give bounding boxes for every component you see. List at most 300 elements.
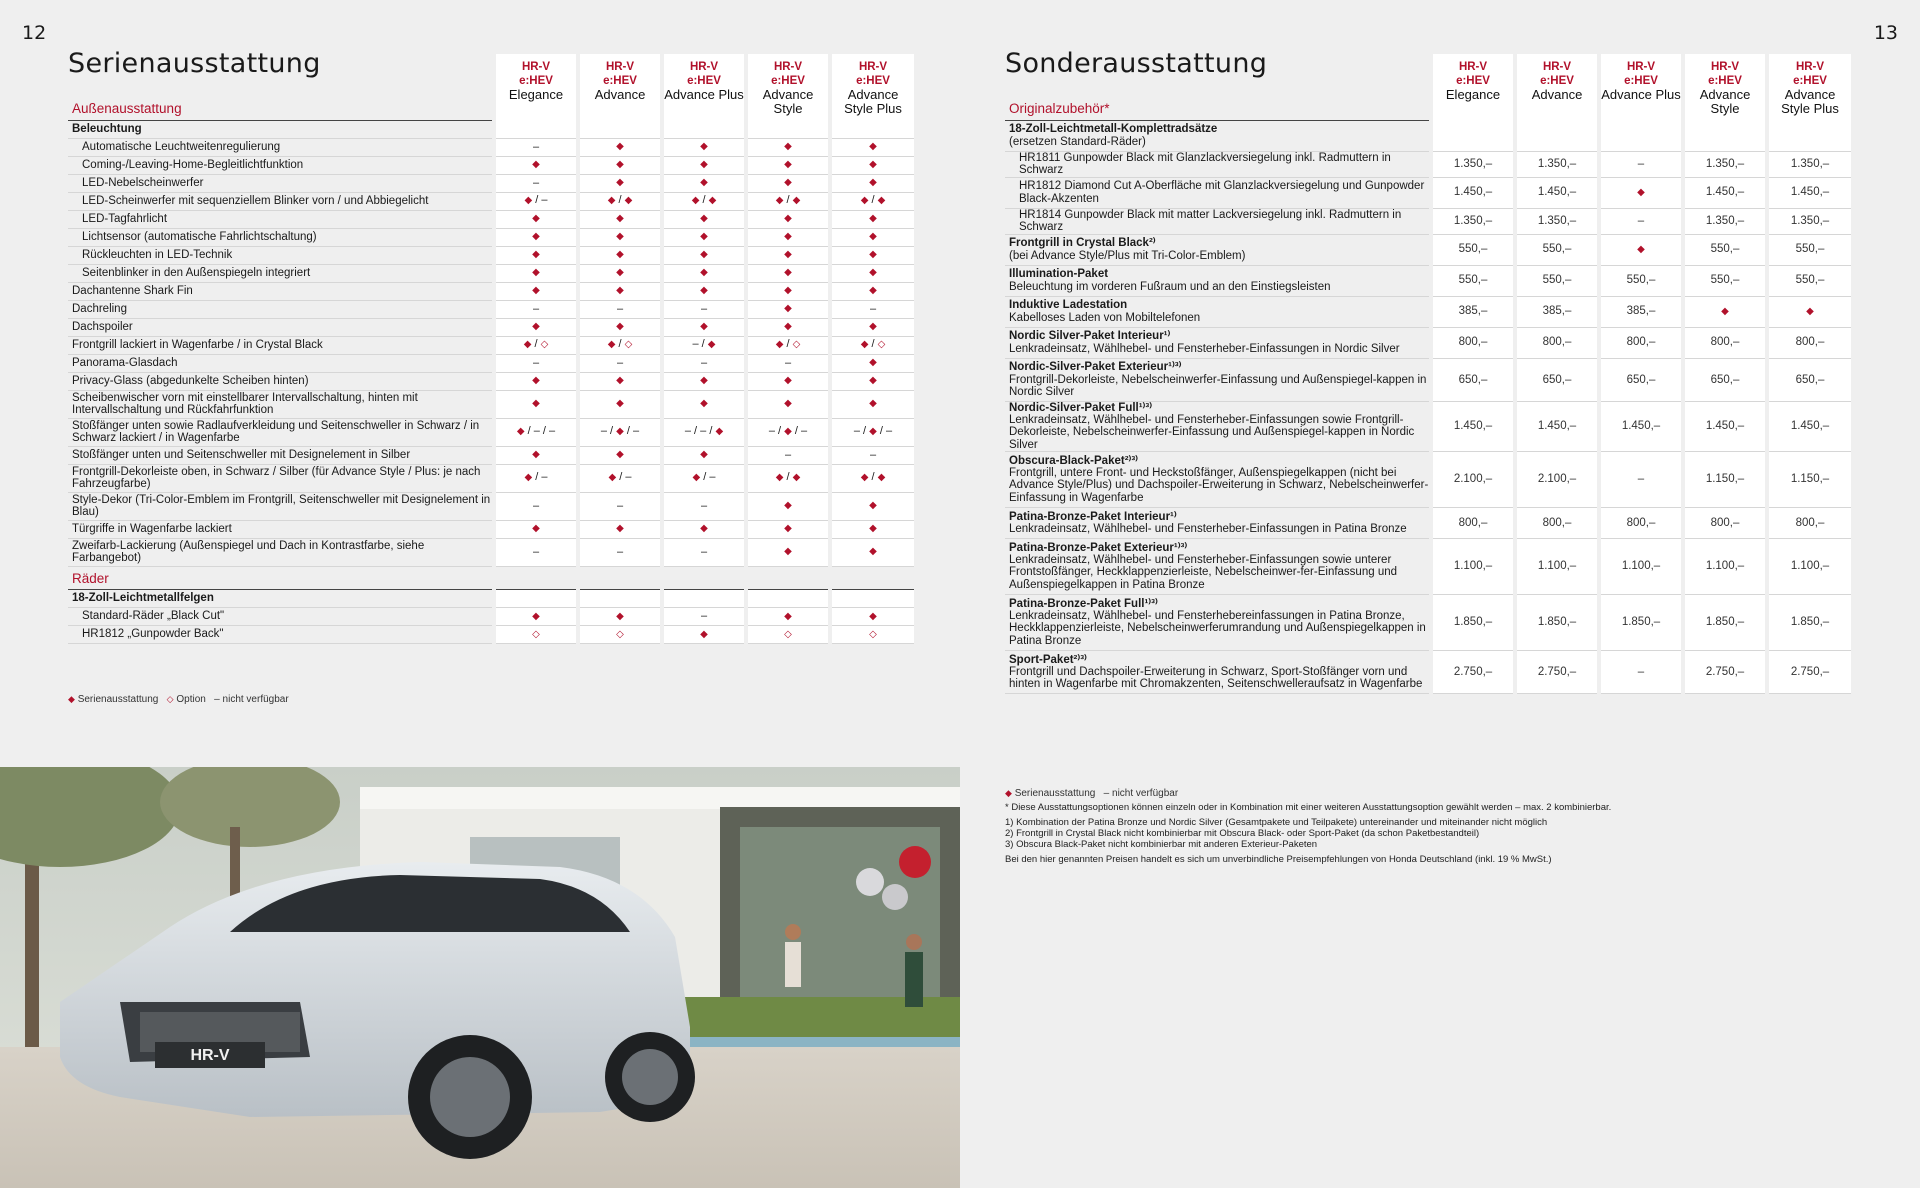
table-row bbox=[1005, 327, 1851, 358]
row-title: Nordic Silver-Paket Interieur¹⁾ bbox=[1009, 330, 1171, 343]
row-label bbox=[1005, 538, 1431, 594]
value-cell: ◆ bbox=[494, 246, 578, 264]
value-cell: ◆ / ◆ bbox=[746, 464, 830, 492]
row-label: LED-Tagfahrlicht bbox=[68, 210, 494, 228]
row-desc: HR1814 Gunpowder Black mit matter Lackversiegelung inkl. Radmuttern in Schwarz bbox=[1019, 208, 1402, 233]
value-cell: ◇ bbox=[830, 626, 914, 644]
price-cell: 1.850,– bbox=[1767, 594, 1851, 650]
table-row bbox=[68, 300, 914, 318]
price-cell: – bbox=[1599, 451, 1683, 507]
value-cell: ◆ bbox=[830, 282, 914, 300]
value-cell: ◆ bbox=[746, 520, 830, 538]
price-cell: 550,– bbox=[1431, 234, 1515, 265]
value-cell: ◆ bbox=[746, 608, 830, 626]
footnote: 1) Kombination der Patina Bronze und Nordic Silver (Gesamtpakete und Teilpakete) untereinander und miteinander nicht möglich bbox=[1005, 817, 1548, 828]
table-row bbox=[68, 418, 914, 446]
value-cell: – bbox=[662, 538, 746, 566]
table-row bbox=[1005, 208, 1851, 234]
value-cell: ◆ bbox=[830, 174, 914, 192]
table-row bbox=[1005, 234, 1851, 265]
row-desc: HR1812 Diamond Cut A-Oberfläche mit Glanzlackversiegelung und Gunpowder Black-Akzenten bbox=[1019, 180, 1425, 205]
value-cell: ◆ bbox=[746, 156, 830, 174]
price-cell: 550,– bbox=[1767, 265, 1851, 296]
value-cell: – bbox=[578, 354, 662, 372]
price-cell: 800,– bbox=[1431, 507, 1515, 538]
row-desc: Lenkradeinsatz, Wählhebel- und Fensterheber-Einfassungen in Nordic Silver bbox=[1009, 342, 1400, 355]
value-cell: ◆ / – bbox=[578, 464, 662, 492]
value-cell: ◆ bbox=[830, 390, 914, 418]
price-cell: ◆ bbox=[1683, 296, 1767, 327]
table-row bbox=[68, 538, 914, 566]
value-cell: ◆ bbox=[662, 138, 746, 156]
row-label: Privacy-Glass (abgedunkelte Scheiben hinten) bbox=[68, 372, 494, 390]
value-cell: ◆ / – / – bbox=[494, 418, 578, 446]
footnote: Bei den hier genannten Preisen handelt es sich um unverbindliche Preisempfehlungen von Honda Deutschland (inkl. 19 % MwSt.) bbox=[1005, 854, 1552, 865]
value-cell: ◆ bbox=[662, 210, 746, 228]
table-row bbox=[68, 318, 914, 336]
value-cell bbox=[494, 120, 578, 138]
value-cell: – bbox=[578, 492, 662, 520]
price-cell: 1.100,– bbox=[1683, 538, 1767, 594]
value-cell: ◆ bbox=[830, 246, 914, 264]
row-title: Patina-Bronze-Paket Full¹⁾³⁾ bbox=[1009, 597, 1158, 610]
price-cell: 800,– bbox=[1515, 507, 1599, 538]
value-cell: ◆ bbox=[746, 228, 830, 246]
price-cell: 1.850,– bbox=[1599, 594, 1683, 650]
table-row bbox=[1005, 265, 1851, 296]
value-cell: ◆ bbox=[830, 520, 914, 538]
value-cell: ◆ / ◆ bbox=[662, 192, 746, 210]
price-cell: ◆ bbox=[1767, 296, 1851, 327]
table-row bbox=[1005, 650, 1851, 694]
row-label bbox=[1005, 358, 1431, 402]
table-row bbox=[68, 464, 914, 492]
price-cell: 1.350,– bbox=[1767, 208, 1851, 234]
row-label: Style-Dekor (Tri-Color-Emblem im Frontgrill, Seitenschweller mit Designelement in Blau) bbox=[68, 492, 494, 520]
value-cell: ◆ bbox=[662, 264, 746, 282]
price-cell: 800,– bbox=[1599, 327, 1683, 358]
value-cell: – bbox=[662, 608, 746, 626]
value-cell: ◆ bbox=[578, 138, 662, 156]
variant-header: HR-V e:HEV Advance bbox=[578, 54, 662, 120]
row-desc: (bei Advance Style/Plus mit Tri-Color-Emblem) bbox=[1009, 249, 1246, 262]
row-label bbox=[1005, 594, 1431, 650]
price-cell: 550,– bbox=[1515, 234, 1599, 265]
value-cell: ◆ bbox=[494, 264, 578, 282]
row-title: Frontgrill in Crystal Black²⁾ bbox=[1009, 237, 1156, 250]
price-cell: 1.450,– bbox=[1599, 402, 1683, 452]
price-cell: 800,– bbox=[1515, 327, 1599, 358]
row-title: Nordic-Silver-Paket Exterieur¹⁾³⁾ bbox=[1009, 361, 1182, 374]
value-cell bbox=[578, 590, 662, 608]
price-cell bbox=[1431, 120, 1515, 151]
table-row bbox=[68, 156, 914, 174]
row-label bbox=[1005, 265, 1431, 296]
value-cell: ◆ bbox=[494, 520, 578, 538]
row-label: Panorama-Glasdach bbox=[68, 354, 494, 372]
value-cell: ◆ bbox=[662, 246, 746, 264]
value-cell: ◆ bbox=[494, 390, 578, 418]
value-cell: ◆ bbox=[578, 608, 662, 626]
price-cell: 800,– bbox=[1431, 327, 1515, 358]
value-cell: ◆ / ◆ bbox=[830, 464, 914, 492]
value-cell: ◆ bbox=[494, 318, 578, 336]
value-cell bbox=[578, 120, 662, 138]
table-row bbox=[68, 608, 914, 626]
price-cell: 550,– bbox=[1599, 265, 1683, 296]
value-cell: – bbox=[830, 300, 914, 318]
value-cell: ◆ bbox=[662, 228, 746, 246]
value-cell: ◆ bbox=[578, 282, 662, 300]
section-exterior: Außenausstattung bbox=[68, 54, 494, 120]
price-cell bbox=[1767, 120, 1851, 151]
price-cell: – bbox=[1599, 151, 1683, 177]
value-cell: – bbox=[494, 138, 578, 156]
value-cell: ◆ bbox=[746, 210, 830, 228]
table-row bbox=[1005, 594, 1851, 650]
value-cell: – / – / ◆ bbox=[662, 418, 746, 446]
value-cell: ◆ bbox=[662, 520, 746, 538]
row-desc: Lenkradeinsatz, Wählhebel- und Fensterheber-Einfassungen in Patina Bronze bbox=[1009, 522, 1407, 535]
value-cell: ◆ bbox=[578, 372, 662, 390]
row-label bbox=[1005, 402, 1431, 452]
row-label bbox=[1005, 650, 1431, 694]
price-cell: 2.750,– bbox=[1431, 650, 1515, 694]
table-row bbox=[68, 210, 914, 228]
price-cell bbox=[1515, 120, 1599, 151]
row-label: Seitenblinker in den Außenspiegeln integriert bbox=[68, 264, 494, 282]
value-cell: – bbox=[494, 174, 578, 192]
price-cell: 800,– bbox=[1683, 327, 1767, 358]
table-row bbox=[68, 228, 914, 246]
value-cell: – bbox=[746, 446, 830, 464]
section-wheels: Räder bbox=[68, 566, 494, 590]
row-label: Standard-Räder „Black Cut" bbox=[68, 608, 494, 626]
right-page-title: Sonderausstattung bbox=[1005, 48, 1268, 79]
row-label: Beleuchtung bbox=[68, 120, 494, 138]
price-cell: 1.150,– bbox=[1683, 451, 1767, 507]
price-cell: 2.750,– bbox=[1515, 650, 1599, 694]
value-cell: ◆ / ◆ bbox=[830, 192, 914, 210]
table-row bbox=[68, 446, 914, 464]
price-cell: 2.750,– bbox=[1683, 650, 1767, 694]
value-cell: ◆ bbox=[830, 492, 914, 520]
hrv-scene-illustration bbox=[0, 767, 960, 1188]
row-desc: Frontgrill-Dekorleiste, Nebelscheinwerfer-Einfassung und Außenspiegel-kappen in Nordic Silver bbox=[1009, 373, 1427, 398]
value-cell: ◆ / ◇ bbox=[578, 336, 662, 354]
value-cell: – bbox=[662, 492, 746, 520]
variant-header: HR-V e:HEV Elegance bbox=[1431, 54, 1515, 120]
value-cell bbox=[662, 590, 746, 608]
value-cell: ◇ bbox=[578, 626, 662, 644]
price-cell: 1.450,– bbox=[1767, 402, 1851, 452]
value-cell: ◆ bbox=[830, 372, 914, 390]
row-label: Frontgrill lackiert in Wagenfarbe / in Crystal Black bbox=[68, 336, 494, 354]
value-cell: ◆ bbox=[746, 372, 830, 390]
value-cell: ◆ bbox=[494, 282, 578, 300]
value-cell: ◇ bbox=[746, 626, 830, 644]
table-row bbox=[68, 192, 914, 210]
row-desc: Beleuchtung im vorderen Fußraum und an den Einstiegsleisten bbox=[1009, 280, 1331, 293]
row-desc: Lenkradeinsatz, Wählhebel- und Fensterheber-Einfassungen sowie unterer Frontstoßfänger, Heckklappenzierleiste, Nebelscheinwer-fer-Einfassung und Außenspiegelkappen in Patina Bronze bbox=[1009, 554, 1398, 591]
row-label bbox=[1005, 151, 1431, 177]
table-row bbox=[68, 520, 914, 538]
value-cell: – / ◆ / – bbox=[830, 418, 914, 446]
value-cell: – bbox=[830, 446, 914, 464]
variant-header: HR-V e:HEV Advance Style bbox=[746, 54, 830, 120]
value-cell bbox=[662, 120, 746, 138]
car-photo bbox=[0, 767, 960, 1188]
price-cell: 1.350,– bbox=[1767, 151, 1851, 177]
value-cell: ◆ bbox=[830, 228, 914, 246]
table-row bbox=[1005, 538, 1851, 594]
price-cell: 550,– bbox=[1683, 265, 1767, 296]
price-cell: 1.350,– bbox=[1431, 208, 1515, 234]
price-cell: 1.100,– bbox=[1599, 538, 1683, 594]
table-row bbox=[68, 120, 914, 138]
row-label: Türgriffe in Wagenfarbe lackiert bbox=[68, 520, 494, 538]
section-accessories: Originalzubehör* bbox=[1005, 54, 1431, 120]
table-row bbox=[1005, 296, 1851, 327]
variant-header: HR-V e:HEV Advance Style bbox=[1683, 54, 1767, 120]
price-cell: – bbox=[1599, 650, 1683, 694]
value-cell: ◆ bbox=[494, 608, 578, 626]
value-cell: – / ◆ / – bbox=[746, 418, 830, 446]
price-cell: 385,– bbox=[1431, 296, 1515, 327]
value-cell: ◆ bbox=[578, 246, 662, 264]
value-cell: ◆ bbox=[830, 264, 914, 282]
price-cell: 550,– bbox=[1767, 234, 1851, 265]
value-cell: ◆ / – bbox=[662, 464, 746, 492]
table-row bbox=[68, 390, 914, 418]
table-row bbox=[68, 138, 914, 156]
model-badge: HR-V bbox=[190, 1047, 230, 1064]
value-cell: ◆ bbox=[578, 446, 662, 464]
price-cell: 1.100,– bbox=[1767, 538, 1851, 594]
row-label: Dachreling bbox=[68, 300, 494, 318]
value-cell: ◆ bbox=[830, 156, 914, 174]
row-label bbox=[1005, 120, 1431, 151]
row-title: Nordic-Silver-Paket Full¹⁾³⁾ bbox=[1009, 402, 1153, 414]
row-label: Stoßfänger unten sowie Radlaufverkleidung und Seitenschweller in Schwarz / in Schwarz lackiert / in Wagenfarbe bbox=[68, 418, 494, 446]
value-cell: ◆ bbox=[662, 318, 746, 336]
value-cell: ◆ / ◇ bbox=[746, 336, 830, 354]
price-cell: 650,– bbox=[1767, 358, 1851, 402]
value-cell: ◆ bbox=[746, 138, 830, 156]
row-label bbox=[1005, 327, 1431, 358]
value-cell: ◆ / – bbox=[494, 192, 578, 210]
price-cell: 550,– bbox=[1431, 265, 1515, 296]
row-title: Illumination-Paket bbox=[1009, 268, 1109, 281]
price-cell bbox=[1599, 120, 1683, 151]
row-desc: Frontgrill und Dachspoiler-Erweiterung in Schwarz, Sport-Stoßfänger vorn und hinten in Wagenfarbe mit Chromakzenten, Seitenschwelleraufsatz in Wagenfarbe bbox=[1009, 665, 1423, 691]
value-cell: ◆ bbox=[830, 608, 914, 626]
row-title: Obscura-Black-Paket²⁾³⁾ bbox=[1009, 454, 1138, 467]
value-cell: ◆ bbox=[830, 138, 914, 156]
price-cell: 800,– bbox=[1683, 507, 1767, 538]
price-cell: 2.750,– bbox=[1767, 650, 1851, 694]
value-cell: ◆ bbox=[578, 264, 662, 282]
footnote: * Diese Ausstattungsoptionen können einzeln oder in Kombination mit einer weiteren Ausstattungsoption gewählt werden – max. 2 kombinierbar. bbox=[1005, 802, 1612, 813]
variant-header: HR-V e:HEV Advance Style Plus bbox=[1767, 54, 1851, 120]
value-cell bbox=[830, 590, 914, 608]
value-cell: ◆ bbox=[746, 492, 830, 520]
value-cell: – bbox=[494, 300, 578, 318]
row-label bbox=[1005, 507, 1431, 538]
price-cell: 385,– bbox=[1599, 296, 1683, 327]
row-desc: Kabelloses Laden von Mobiltelefonen bbox=[1009, 311, 1201, 324]
row-label: Dachspoiler bbox=[68, 318, 494, 336]
row-desc: Lenkradeinsatz, Wählhebel- und Fensterhebereinfassungen in Patina Bronze, Heckklappenzierleiste, Nebelscheinwerferumrandung und Außenspiegelkappen in Patina Bronze bbox=[1009, 610, 1426, 647]
value-cell bbox=[830, 120, 914, 138]
row-label: Automatische Leuchtweitenregulierung bbox=[68, 138, 494, 156]
row-label: LED-Nebelscheinwerfer bbox=[68, 174, 494, 192]
table-row bbox=[68, 626, 914, 644]
section-row bbox=[68, 566, 914, 590]
price-cell: 2.100,– bbox=[1515, 451, 1599, 507]
row-desc: Frontgrill, untere Front- und Heckstoßfänger, Außenspiegelkappen (nicht bei Advance Style/Plus) und Dachspoiler-Erweiterung in Schwarz, Nebelscheinwerfer-Einfassung in Wagenfarbe bbox=[1009, 467, 1429, 504]
standard-equipment-table bbox=[68, 54, 914, 644]
table-row bbox=[1005, 451, 1851, 507]
value-cell bbox=[494, 590, 578, 608]
price-cell: 650,– bbox=[1515, 358, 1599, 402]
table-row bbox=[68, 492, 914, 520]
footnotes bbox=[1005, 802, 1805, 865]
price-cell: 1.450,– bbox=[1431, 177, 1515, 208]
value-cell: ◆ / ◇ bbox=[494, 336, 578, 354]
price-cell: 1.850,– bbox=[1515, 594, 1599, 650]
value-cell: ◆ bbox=[578, 228, 662, 246]
price-cell: 1.150,– bbox=[1767, 451, 1851, 507]
price-cell: 1.100,– bbox=[1515, 538, 1599, 594]
value-cell: ◆ / ◇ bbox=[830, 336, 914, 354]
table-row bbox=[1005, 120, 1851, 151]
price-cell: 550,– bbox=[1515, 265, 1599, 296]
row-label: LED-Scheinwerfer mit sequenziellem Blinker vorn / und Abbiegelicht bbox=[68, 192, 494, 210]
price-cell: 1.350,– bbox=[1515, 151, 1599, 177]
row-label bbox=[1005, 296, 1431, 327]
table-row bbox=[68, 336, 914, 354]
row-label: Scheibenwischer vorn mit einstellbarer Intervallschaltung, hinten mit Intervallschaltung und Rückfahrfunktion bbox=[68, 390, 494, 418]
optional-equipment-table bbox=[1005, 54, 1851, 694]
row-title: Patina-Bronze-Paket Exterieur¹⁾³⁾ bbox=[1009, 541, 1188, 554]
table-row bbox=[1005, 177, 1851, 208]
row-label: Rückleuchten in LED-Technik bbox=[68, 246, 494, 264]
footnote: 3) Obscura Black-Paket nicht kombinierbar mit anderen Exterieur-Paketen bbox=[1005, 839, 1318, 850]
value-cell: ◆ bbox=[746, 264, 830, 282]
value-cell: ◆ bbox=[578, 520, 662, 538]
price-cell: 1.450,– bbox=[1683, 402, 1767, 452]
left-page-title: Serienausstattung bbox=[68, 48, 321, 79]
value-cell: ◆ bbox=[746, 390, 830, 418]
table-row bbox=[1005, 402, 1851, 452]
price-cell: ◆ bbox=[1599, 177, 1683, 208]
value-cell: ◆ bbox=[662, 626, 746, 644]
price-cell: 1.100,– bbox=[1431, 538, 1515, 594]
value-cell: – bbox=[578, 538, 662, 566]
value-cell: ◆ bbox=[578, 156, 662, 174]
row-desc: (ersetzen Standard-Räder) bbox=[1009, 135, 1146, 148]
value-cell: ◆ bbox=[662, 446, 746, 464]
row-title: Patina-Bronze-Paket Interieur¹⁾ bbox=[1009, 510, 1177, 523]
variant-header: HR-V e:HEV Advance Plus bbox=[662, 54, 746, 120]
row-label bbox=[1005, 451, 1431, 507]
value-cell bbox=[746, 590, 830, 608]
value-cell: ◆ bbox=[494, 228, 578, 246]
price-cell: 1.450,– bbox=[1767, 177, 1851, 208]
value-cell: ◆ bbox=[662, 390, 746, 418]
value-cell: ◆ bbox=[746, 246, 830, 264]
value-cell: ◆ bbox=[746, 174, 830, 192]
table-row bbox=[68, 354, 914, 372]
price-cell: 1.350,– bbox=[1431, 151, 1515, 177]
value-cell: – bbox=[746, 354, 830, 372]
price-cell: 1.450,– bbox=[1431, 402, 1515, 452]
price-cell: – bbox=[1599, 208, 1683, 234]
value-cell: ◆ bbox=[746, 318, 830, 336]
price-cell: 1.450,– bbox=[1683, 177, 1767, 208]
price-cell: 1.850,– bbox=[1431, 594, 1515, 650]
row-title: Induktive Ladestation bbox=[1009, 299, 1128, 312]
footnote: 2) Frontgrill in Crystal Black nicht kombinierbar mit Obscura Black- oder Sport-Paket (da schon Paketbestandteil) bbox=[1005, 828, 1480, 839]
row-title: Sport-Paket²⁾³⁾ bbox=[1009, 653, 1087, 666]
price-cell: 1.350,– bbox=[1683, 151, 1767, 177]
value-cell: ◆ bbox=[494, 156, 578, 174]
table-row bbox=[68, 590, 914, 608]
variant-header: HR-V e:HEV Advance Style Plus bbox=[830, 54, 914, 120]
row-label: HR1812 „Gunpowder Back" bbox=[68, 626, 494, 644]
value-cell: ◆ bbox=[662, 372, 746, 390]
value-cell: – bbox=[494, 354, 578, 372]
price-cell: 1.450,– bbox=[1515, 177, 1599, 208]
price-cell: 800,– bbox=[1767, 507, 1851, 538]
variant-header: HR-V e:HEV Advance Plus bbox=[1599, 54, 1683, 120]
value-cell: ◇ bbox=[494, 626, 578, 644]
row-label: 18-Zoll-Leichtmetallfelgen bbox=[68, 590, 494, 608]
value-cell: – bbox=[662, 300, 746, 318]
row-desc: HR1811 Gunpowder Black mit Glanzlackversiegelung inkl. Radmuttern in Schwarz bbox=[1019, 151, 1391, 176]
value-cell: ◆ bbox=[662, 174, 746, 192]
value-cell: – bbox=[662, 354, 746, 372]
value-cell: ◆ bbox=[578, 318, 662, 336]
page-number-right: 13 bbox=[1873, 22, 1898, 44]
table-row bbox=[68, 282, 914, 300]
value-cell: ◆ bbox=[746, 282, 830, 300]
page-number-left: 12 bbox=[22, 22, 47, 44]
row-label bbox=[1005, 234, 1431, 265]
row-label bbox=[1005, 208, 1431, 234]
table-row bbox=[68, 246, 914, 264]
value-cell: – / ◆ / – bbox=[578, 418, 662, 446]
value-cell: ◆ bbox=[578, 174, 662, 192]
value-cell: ◆ bbox=[662, 282, 746, 300]
price-cell: 800,– bbox=[1767, 327, 1851, 358]
value-cell: ◆ bbox=[746, 538, 830, 566]
value-cell: ◆ bbox=[578, 210, 662, 228]
table-row bbox=[1005, 507, 1851, 538]
price-cell: 2.100,– bbox=[1431, 451, 1515, 507]
value-cell: – bbox=[494, 538, 578, 566]
price-cell: 650,– bbox=[1683, 358, 1767, 402]
price-cell: 1.350,– bbox=[1683, 208, 1767, 234]
value-cell: ◆ / ◆ bbox=[746, 192, 830, 210]
price-cell bbox=[1683, 120, 1767, 151]
table-row bbox=[68, 264, 914, 282]
value-cell: – / ◆ bbox=[662, 336, 746, 354]
price-cell: 1.850,– bbox=[1683, 594, 1767, 650]
left-legend: ◆ Serienausstattung ◇ Option – nicht verfügbar bbox=[68, 694, 289, 705]
price-cell: 1.350,– bbox=[1515, 208, 1599, 234]
